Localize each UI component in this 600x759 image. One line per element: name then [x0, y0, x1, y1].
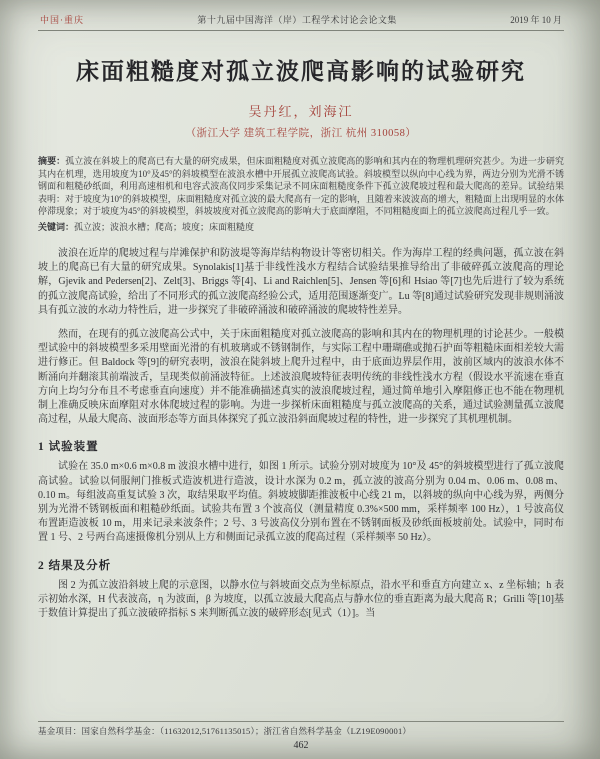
intro-paragraph-2: 然而，在现有的孤立波爬高公式中，关于床面粗糙度对孤立波爬高的影响和其内在的物理机理的讨论甚少。一般模型试验中的斜坡模型多采用壁面光滑的有机玻璃或不锈钢制作，与实际工程中珊瑚礁或抛石护面等粗糙床面相差较大需进行修正。但 Baldock 等[9]的研究表明，波浪在陡斜坡上爬升过程中，由于底面边界层作用，波前区域内的波浪水体不断涌向并翻滚其前端波舌，呈现类似前涌波特征。上述波浪爬坡特征表明传统的非线性浅水方程（假设水平流速在垂直方向上均匀分布且不考虑垂直向速度）并不能准确描述真实的波浪爬坡过程，通过简单地引入摩阻修正也不能在物理机制上准确反映床面摩阻对水体爬坡过程的影响。为进一步探析床面粗糙度与孤立波爬高的关系，通过试验测量孤立波爬高过程，从最大爬高、波面形态等方面具体探究了孤立波沿斜面爬坡过程的特性，进一步探究了其机理机制。: [38, 329, 564, 426]
keywords-text: 孤立波；波浪水槽；爬高；坡度；床面粗糙度: [74, 221, 255, 232]
section-1-body: 试验在 35.0 m×0.6 m×0.8 m 波浪水槽中进行，如图 1 所示。试验分别对坡度为 10°及 45°的斜坡模型进行了孤立波爬高试验。试验以伺服闸门推板式造波机进行造波，设计水深为 0.2 m，孤立波的波高分别为 0.04 m、0.06 m、0.08 m、0.10 m。每组波高重复试验 3 次，取结果取平均值。斜坡坡脚距推波板中心线 21 m，以斜坡的纵向中心线为界，两侧分别为光滑不锈钢板面和粗糙砂纸面。试验共布置 3 个波高仪（测量精度 0.3%×500 mm，采样频率 100 Hz），1 号波高仪布置距造波板 10 m，用来记录来波条件；2 号、3 号波高仪分别布置在不锈钢面板及砂纸面板坡前处。试验中，同时布置 1 号、2 号两台高速摄像机分别从上方和侧面记录孤立波的爬高过程（采样频率 50 Hz）。: [38, 461, 564, 544]
intro-paragraph-1: 波浪在近岸的爬坡过程与岸滩保护和防波堤等海岸结构物设计等密切相关。作为海岸工程的经典问题，孤立波在斜坡上的爬高已有大量的研究成果。Synolakis[1]基于非线性浅水方程结合试验结果推导给出了非破碎孤立波爬高的理论解，Gjevik and Pedersen[2]、Zelt[3]、Briggs 等[4]、Li and Raichlen[5]、Jensen 等[6]和 Hsiao 等[7]也先后进行了较为系统的孤立波爬高试验，给出了不同形式的孤立波爬高经验公式，适用范围逐渐变广。Lu 等[8]通过试验研究发现非规则涌波具有孤立波的水动力特性后，进一步探究了非破碎涌波和破碎涌波的爬坡特性差异。: [38, 248, 564, 316]
affiliation-line: （浙江大学 建筑工程学院，浙江 杭州 310058）: [185, 128, 417, 139]
page-header: [38, 10, 564, 31]
abstract-label: 摘要：: [38, 156, 66, 166]
header-date: 2019 年 10 月: [510, 15, 562, 25]
paper-title: 床面粗糙度对孤立波爬高影响的试验研究: [76, 59, 526, 84]
authors-line: 吴丹红，刘海江: [248, 104, 354, 119]
funding-note: 基金项目：国家自然科学基金：（11632012,51761135015）；浙江省自然科学基金（LZ19E090001）: [38, 726, 412, 736]
header-proceedings-title: 第十九届中国海洋（岸）工程学术讨论会论文集: [197, 15, 397, 25]
section-2-heading: 2 结果及分析: [38, 559, 112, 572]
section-2-body: 图 2 为孤立波沿斜坡上爬的示意图，以静水位与斜坡面交点为坐标原点，沿水平和垂直方向建立 x、z 坐标轴；h 表示初始水深，H 代表波高，η 为波面，β 为坡度，以孤立波最大爬高点与静水位的垂直距离为最大爬高 R；Grilli 等[10]基于数值计算提出了孤立波破碎指标 S 来判断孤立波的破碎形态[见式（1）]。当: [38, 579, 564, 620]
page-number: 462: [293, 740, 309, 751]
page-footer: [38, 721, 564, 751]
keywords-label: 关键词：: [38, 221, 75, 232]
section-1-heading: 1 试验装置: [38, 441, 99, 454]
footer-rule: [38, 721, 564, 722]
abstract-text: 孤立波在斜坡上的爬高已有大量的研究成果，但床面粗糙度对孤立波爬高的影响和其内在的物理机理研究甚少。为进一步研究其内在机理，选用坡度为10°及45°的斜坡模型在波浪水槽中开展孤立波爬高试验。斜坡模型以纵向中心线为界，两边分别为光滑不锈钢面和粗糙砂纸面，利用高速相机和电容式波高仪同步采集记录不同床面粗糙度条件下孤立波爬坡过程和最大爬高的差异。试验结果表明：对于坡度为10°的斜坡模型，床面粗糙度对孤立波的最大爬高有一定的影响，且随着来波波高的增大，粗糙面上出现明显的水体停滞现象；对于坡度为45°的斜坡模型，斜坡坡度对孤立波爬高的影响大于底面摩阻，不同粗糙度面上的孤立波爬高过程几乎一致。: [38, 156, 564, 216]
keywords-line: [38, 221, 564, 234]
abstract-block: [38, 155, 564, 218]
header-region: 中国·重庆: [40, 15, 84, 25]
